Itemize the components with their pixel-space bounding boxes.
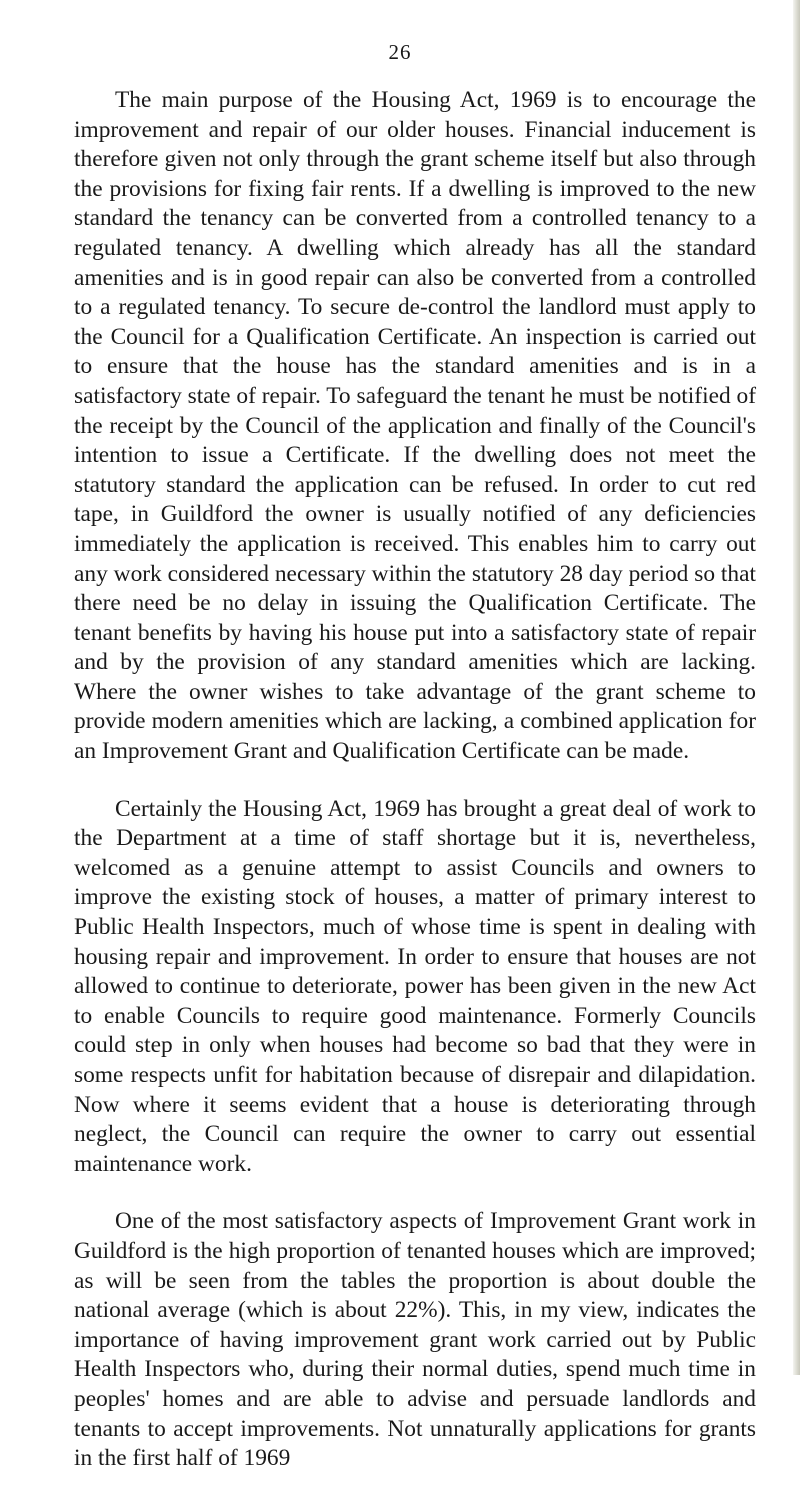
page-edge-shadow [793,0,800,1375]
paragraph-housing-act-purpose: The main purpose of the Housing Act, 1969 is to encourage the improvement and repair of our older houses. Financial inducement is therefore given not only through the grant scheme itself but also through the provisions for fixing fair rents. If a dwelling is improved to the new standard the tenancy can be converted from a controlled tenancy to a regulated tenancy. A dwelling which already has all the standard amenities and is in good repair can also be converted from a controlled to a regulated tenancy. To secure de-control the landlord must apply to the Council for a Qualification Certificate. An inspection is carried out to ensure that the house has the standard amenities and is in a satisfactory state of repair. To safeguard the tenant he must be notified of the receipt by the Council of the application and finally of the Council's intention to issue a Certificate. If the dwelling does not meet the statutory standard the application can be refused. In order to cut red tape, in Guildford the owner is usually notified of any deficiencies immediately the application is received. This enables him to carry out any work considered necessary within the statutory 28 day period so that there need be no delay in issuing the Qualification Certificate. The tenant benefits by having his house put into a satisfactory state of repair and by the provision of any standard amenities which are lacking. Where the owner wishes to take advantage of the grant scheme to provide modern amenities which are lacking, a combined application for an Improvement Grant and Qualification Certificate can be made. [74,87,756,765]
paragraph-improvement-grant-work: One of the most satisfactory aspects of Improvement Grant work in Guildford is the high proportion of tenanted houses which are improved; as will be seen from the tables the proportion is about double the national average (which is about 22%). This, in my view, indicates the importance of having improvement grant work carried out by Public Health Inspectors who, during their normal duties, spend much time in peoples' homes and are able to advise and persuade landlords and tenants to accept improvements. Not unnaturally applications for grants in the first half of 1969 [74,1208,756,1472]
body-text [74,86,756,1502]
page-number: 26 [388,40,412,64]
paragraph-department-workload: Certainly the Housing Act, 1969 has brought a great deal of work to the Department at a time of staff shortage but it is, nevertheless, welcomed as a genuine attempt to assist Councils and owners to improve the existing stock of houses, a matter of primary interest to Public Health Inspectors, much of whose time is spent in dealing with housing repair and improvement. In order to ensure that houses are not allowed to continue to deteriorate, power has been given in the new Act to enable Councils to require good maintenance. Formerly Councils could step in only when houses had become so bad that they were in some respects unfit for habitation because of disrepair and dilapidation. Now where it seems evident that a house is deteriorating through neglect, the Council can require the owner to carry out essential maintenance work. [74,795,756,1177]
